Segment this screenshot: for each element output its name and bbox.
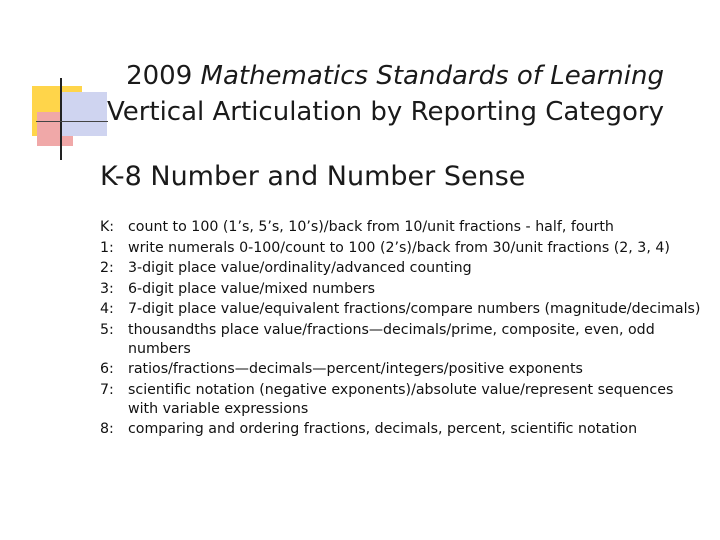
slide-title-line2: Vertical Articulation by Reporting Category: [106, 97, 664, 127]
list-item: [100, 420, 705, 439]
grade-text: 6-digit place value/mixed numbers: [128, 280, 376, 297]
title-italic: Mathematics Standards of Learning: [200, 61, 664, 91]
grade-text: 7-digit place value/equivalent fractions/compare numbers (magnitude/decimals): [128, 301, 701, 317]
list-item: [100, 259, 705, 278]
grade-text: 3-digit place value/ordinality/advanced counting: [128, 260, 472, 276]
grade-text: write numerals 0-100/count to 100 (2’s)/back from 30/unit fractions (2, 3, 4): [128, 239, 670, 256]
grade-label: 3:: [100, 280, 114, 297]
list-item: [100, 381, 705, 419]
grade-text: ratios/fractions—decimals—percent/integers/positive exponents: [128, 361, 583, 377]
grade-label: 2:: [100, 260, 114, 276]
grade-text: comparing and ordering fractions, decimals, percent, scientific notation: [128, 421, 638, 437]
list-item: [100, 239, 705, 258]
grade-label: 1:: [100, 239, 114, 256]
grade-text: count to 100 (1’s, 5’s, 10’s)/back from 10/unit fractions - half, fourth: [128, 219, 614, 235]
grade-label: 6:: [100, 361, 114, 377]
list-item: [100, 218, 705, 237]
grade-list: [100, 218, 705, 441]
grade-text: thousandths place value/fractions—decimals/prime, composite, even, odd numbers: [128, 321, 655, 357]
title-prefix: 2009: [126, 61, 201, 91]
section-heading: K-8 Number and Number Sense: [100, 161, 526, 192]
list-item: [100, 360, 705, 379]
grade-text: scientific notation (negative exponents)/absolute value/represent sequences with variable expressions: [128, 381, 674, 417]
list-item: [100, 280, 705, 299]
grade-label: K:: [100, 219, 115, 235]
list-item: [100, 321, 705, 359]
grade-label: 5:: [100, 321, 114, 338]
grade-label: 4:: [100, 301, 114, 317]
grade-label: 7:: [100, 381, 114, 398]
slide-title: [0, 61, 664, 91]
grade-label: 8:: [100, 421, 114, 437]
list-item: [100, 300, 705, 319]
